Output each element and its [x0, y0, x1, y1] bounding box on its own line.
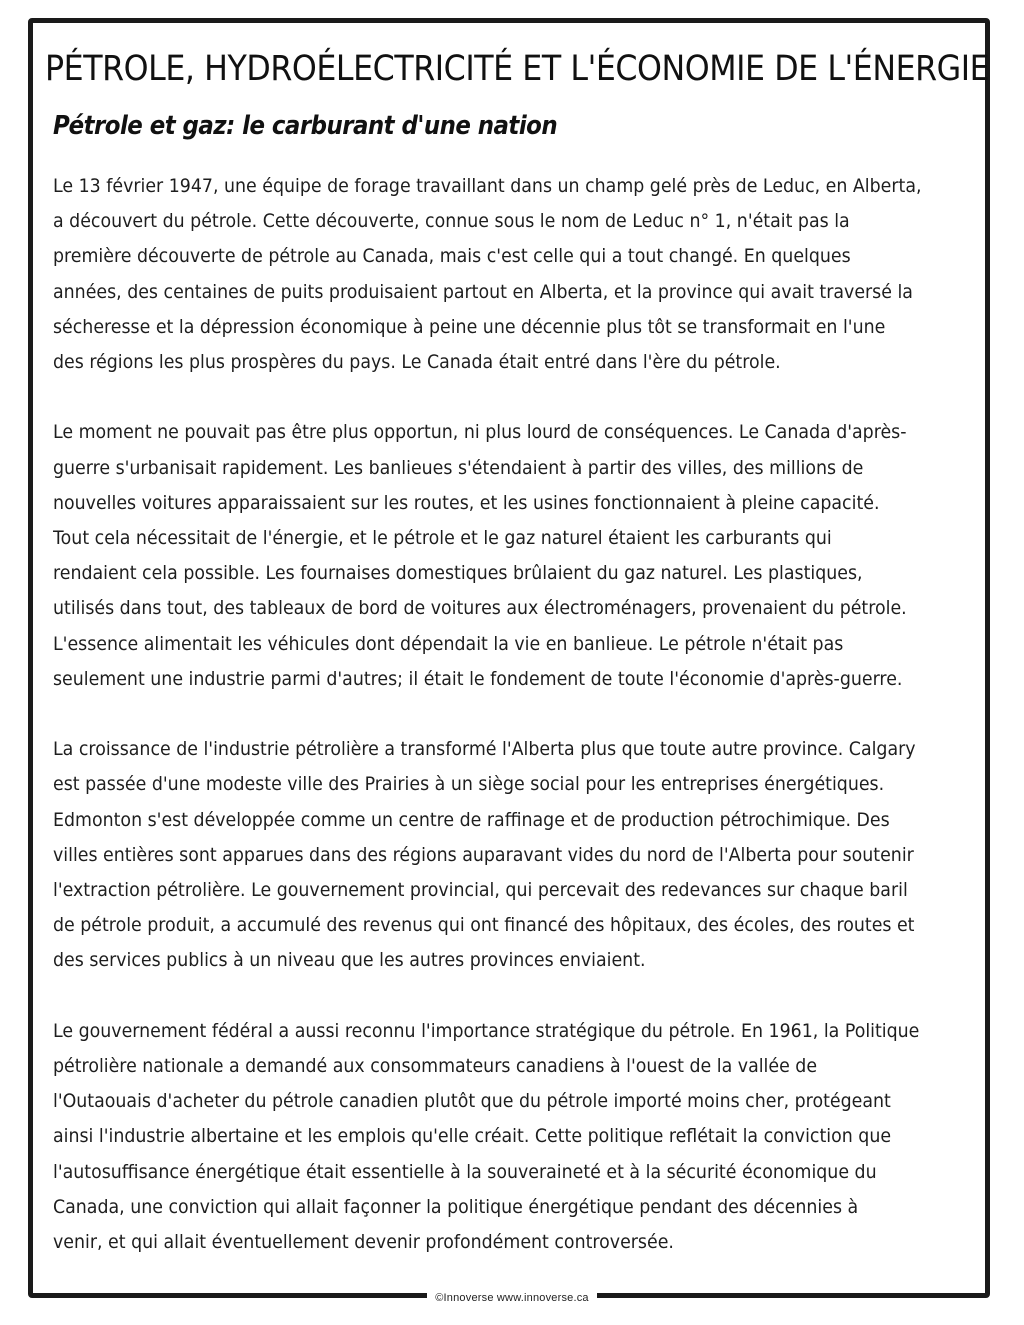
text-line: l'Outaouais d'acheter du pétrole canadien plutôt que du pétrole importé moins cher, protégeant: [53, 1090, 891, 1113]
text-line: des régions les plus prospères du pays. Le Canada était entré dans l'ère du pétrole.: [53, 351, 781, 374]
text-line: Canada, une conviction qui allait façonner la politique énergétique pendant des décennies à: [53, 1195, 859, 1218]
text-line: Tout cela nécessitait de l'énergie, et le pétrole et le gaz naturel étaient les carburants qui: [53, 527, 832, 550]
paragraph-3: [53, 732, 977, 978]
paragraph-2: [53, 415, 977, 697]
text-line: des services publics à un niveau que les autres provinces enviaient.: [53, 949, 646, 972]
footer-copyright: ©Innoverse www.innoverse.ca: [427, 1289, 597, 1307]
text-line: rendaient cela possible. Les fournaises domestiques brûlaient du gaz naturel. Les plastiques,: [53, 562, 863, 585]
text-line: l'extraction pétrolière. Le gouvernement provincial, qui percevait des redevances sur chaque baril: [53, 879, 908, 902]
text-line: nouvelles voitures apparaissaient sur les routes, et les usines fonctionnaient à pleine capacité.: [53, 491, 880, 514]
text-line: l'autosuffisance énergétique était essentielle à la souveraineté et à la sécurité économique du: [53, 1160, 877, 1183]
text-line: Le 13 février 1947, une équipe de forage travaillant dans un champ gelé près de Leduc, en Alberta,: [53, 175, 922, 197]
text-line: années, des centaines de puits produisaient partout en Alberta, et la province qui avait traversé la: [53, 280, 913, 303]
text-line: a découvert du pétrole. Cette découverte, connue sous le nom de Leduc n° 1, n'était pas la: [53, 210, 850, 233]
text-line: seulement une industrie parmi d'autres; il était le fondement de toute l'économie d'après-guerre.: [53, 667, 903, 690]
paragraph-1: [53, 169, 977, 380]
text-line: sécheresse et la dépression économique à peine une décennie plus tôt se transformait en l'une: [53, 315, 886, 338]
paragraph-4: [53, 1014, 977, 1260]
text-line: utilisés dans tout, des tableaux de bord de voitures aux électroménagers, provenaient du pétrole.: [53, 597, 907, 620]
text-line: L'essence alimentait les véhicules dont dépendait la vie en banlieue. Le pétrole n'était pas: [53, 632, 844, 655]
text-line: venir, et qui allait éventuellement devenir profondément controversée.: [53, 1231, 674, 1254]
text-line: de pétrole produit, a accumulé des revenus qui ont financé des hôpitaux, des écoles, des routes et: [53, 914, 915, 937]
article-body: [53, 169, 977, 1295]
text-line: guerre s'urbanisait rapidement. Les banlieues s'étendaient à partir des villes, des millions de: [53, 456, 864, 479]
text-line: Edmonton s'est développée comme un centre de raffinage et de production pétrochimique. Des: [53, 808, 890, 831]
text-line: La croissance de l'industrie pétrolière a transformé l'Alberta plus que toute autre province. Calgary: [53, 738, 916, 761]
text-line: Le gouvernement fédéral a aussi reconnu l'importance stratégique du pétrole. En 1961, la Politique: [53, 1019, 920, 1042]
text-line: première découverte de pétrole au Canada, mais c'est celle qui a tout changé. En quelques: [53, 245, 851, 268]
text-line: ainsi l'industrie albertaine et les emplois qu'elle créait. Cette politique reflétait la conviction que: [53, 1125, 892, 1148]
text-line: pétrolière nationale a demandé aux consommateurs canadiens à l'ouest de la vallée de: [53, 1055, 818, 1078]
text-line: est passée d'une modeste ville des Prairies à un siège social pour les entreprises énergétiques.: [53, 773, 885, 796]
footer: [0, 1286, 1024, 1307]
text-line: Le moment ne pouvait pas être plus opportun, ni plus lourd de conséquences. Le Canada d'après-: [53, 421, 907, 444]
page-title: PÉTROLE, HYDROÉLECTRICITÉ ET L'ÉCONOMIE DE L'ÉNERGIE: [45, 49, 990, 89]
text-line: villes entières sont apparues dans des régions auparavant vides du nord de l'Alberta pour soutenir: [53, 843, 914, 866]
section-subtitle: Pétrole et gaz: le carburant d'une nation: [53, 111, 558, 141]
